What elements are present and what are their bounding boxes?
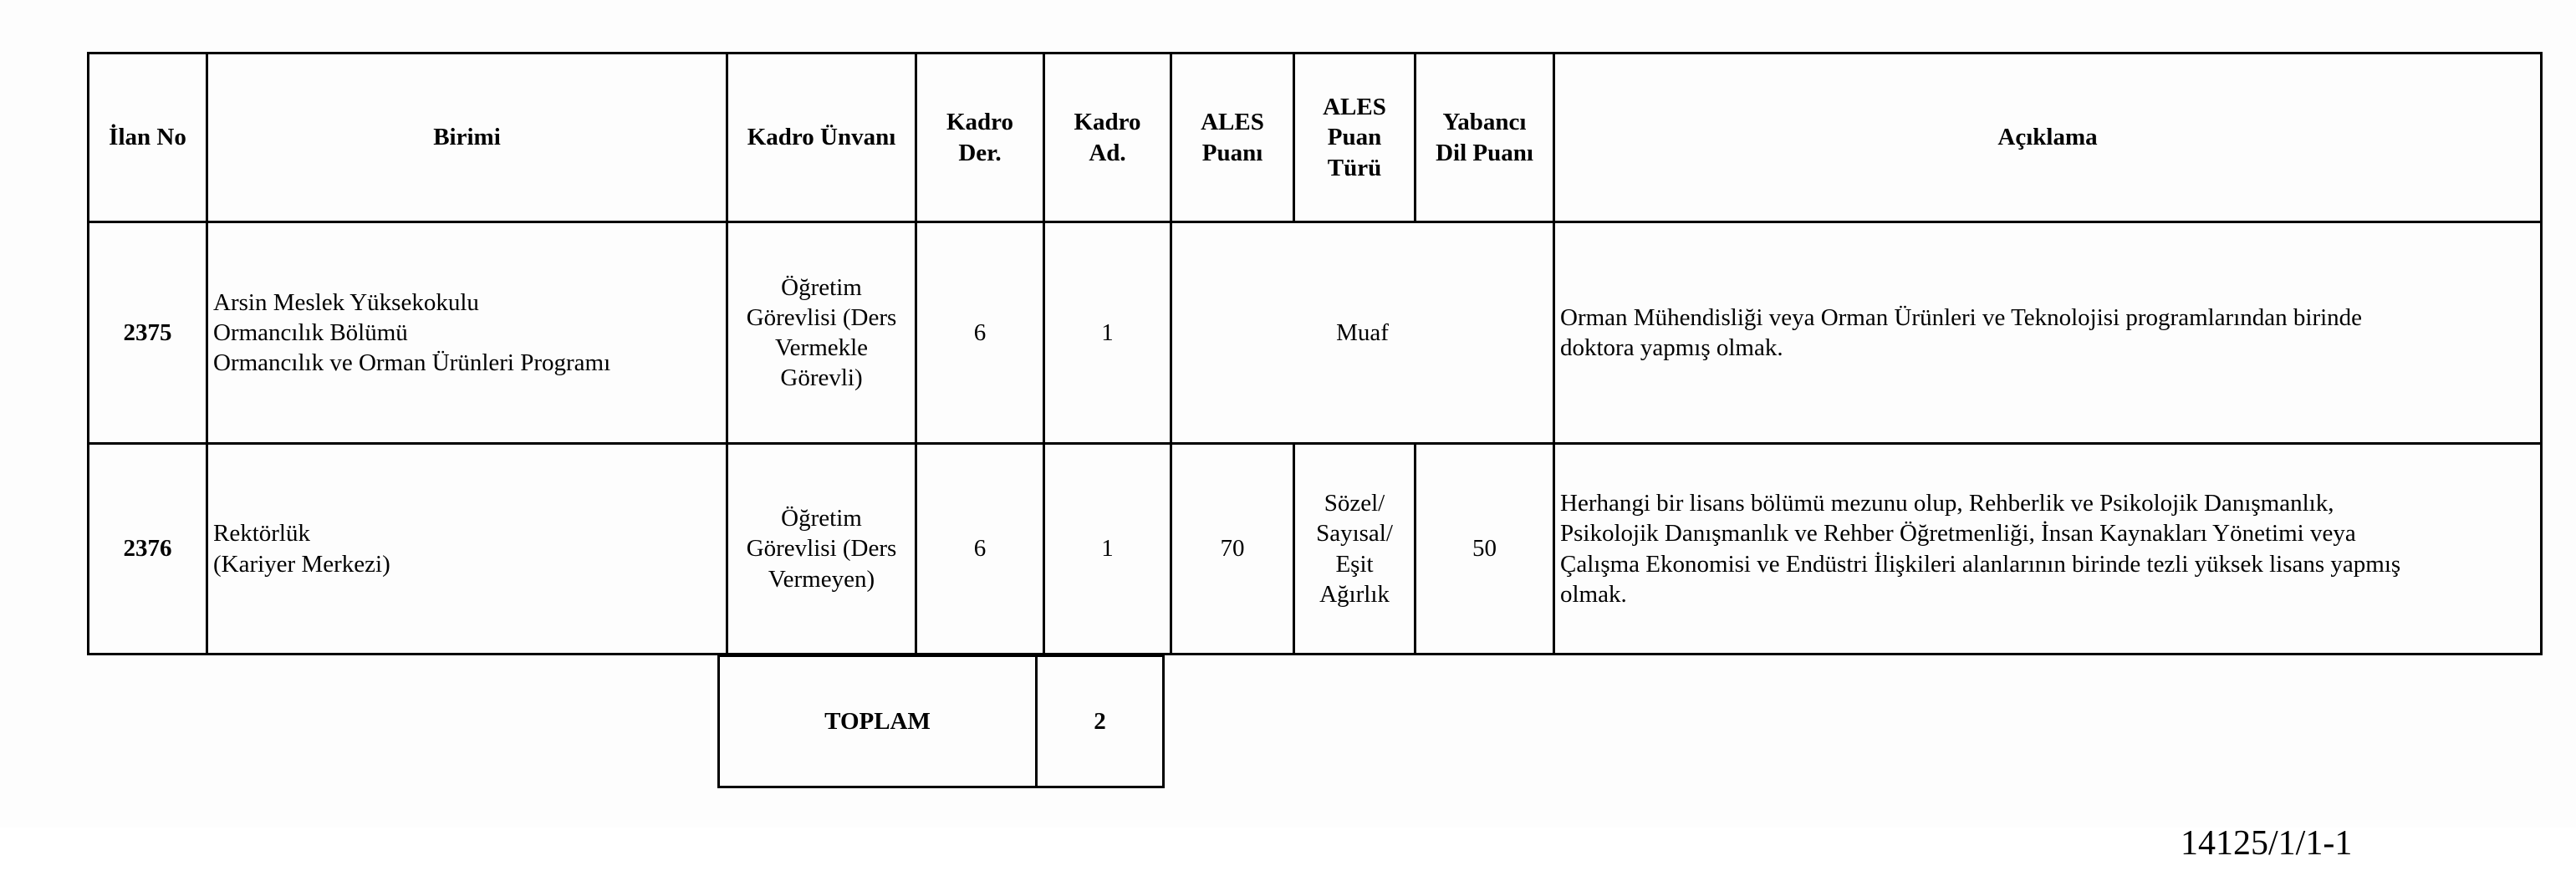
total-row <box>719 656 1164 787</box>
birimi-cell: Arsin Meslek Yüksekokulu Ormancılık Bölümü Ormancılık ve Orman Ürünleri Programı <box>207 222 727 444</box>
aciklama-cell: Herhangi bir lisans bölümü mezunu olup, Rehberlik ve Psikolojik Danışmanlık, Psikolojik Danışmanlık ve Rehber Öğretmenliği, İnsan Kaynakları Yönetimi veya Çalışma Ekonomisi ve Endüstri İlişkileri alanlarının birinde tezli yüksek lisans yapmış olmak. <box>1554 444 2542 655</box>
header-ales-puani: ALES Puanı <box>1171 53 1294 222</box>
table-row <box>89 444 2542 655</box>
ilan-no-cell: 2375 <box>89 222 207 444</box>
kadro-der-cell: 6 <box>916 444 1044 655</box>
kadro-unvani-cell: Öğretim Görevlisi (Ders Vermekle Görevli) <box>727 222 916 444</box>
kadro-unvani-cell: Öğretim Görevlisi (Ders Vermeyen) <box>727 444 916 655</box>
header-yabanci-dil-puani: Yabancı Dil Puanı <box>1416 53 1554 222</box>
document-number: 14125/1/1-1 <box>2181 824 2353 863</box>
total-table <box>717 655 1165 788</box>
total-value: 2 <box>1037 656 1164 787</box>
total-label: TOPLAM <box>719 656 1037 787</box>
header-ales-puan-turu: ALES Puan Türü <box>1294 53 1416 222</box>
header-birimi: Birimi <box>207 53 727 222</box>
aciklama-cell: Orman Mühendisliği veya Orman Ürünleri ve Teknolojisi programlarından birinde doktora yapmış olmak. <box>1554 222 2542 444</box>
table-header-row <box>89 53 2542 222</box>
kadro-der-cell: 6 <box>916 222 1044 444</box>
header-kadro-unvani: Kadro Ünvanı <box>727 53 916 222</box>
table-row <box>89 222 2542 444</box>
kadro-ad-cell: 1 <box>1044 222 1171 444</box>
header-ilan-no: İlan No <box>89 53 207 222</box>
header-kadro-ad: Kadro Ad. <box>1044 53 1171 222</box>
ales-merged-cell: Muaf <box>1171 222 1554 444</box>
ilan-no-cell: 2376 <box>89 444 207 655</box>
birimi-cell: Rektörlük (Kariyer Merkezi) <box>207 444 727 655</box>
ales-puan-turu-cell: Sözel/ Sayısal/ Eşit Ağırlık <box>1294 444 1416 655</box>
kadro-ad-cell: 1 <box>1044 444 1171 655</box>
yabanci-dil-puani-cell: 50 <box>1416 444 1554 655</box>
header-aciklama: Açıklama <box>1554 53 2542 222</box>
ales-puani-cell: 70 <box>1171 444 1294 655</box>
job-listing-table <box>87 52 2543 655</box>
header-kadro-der: Kadro Der. <box>916 53 1044 222</box>
